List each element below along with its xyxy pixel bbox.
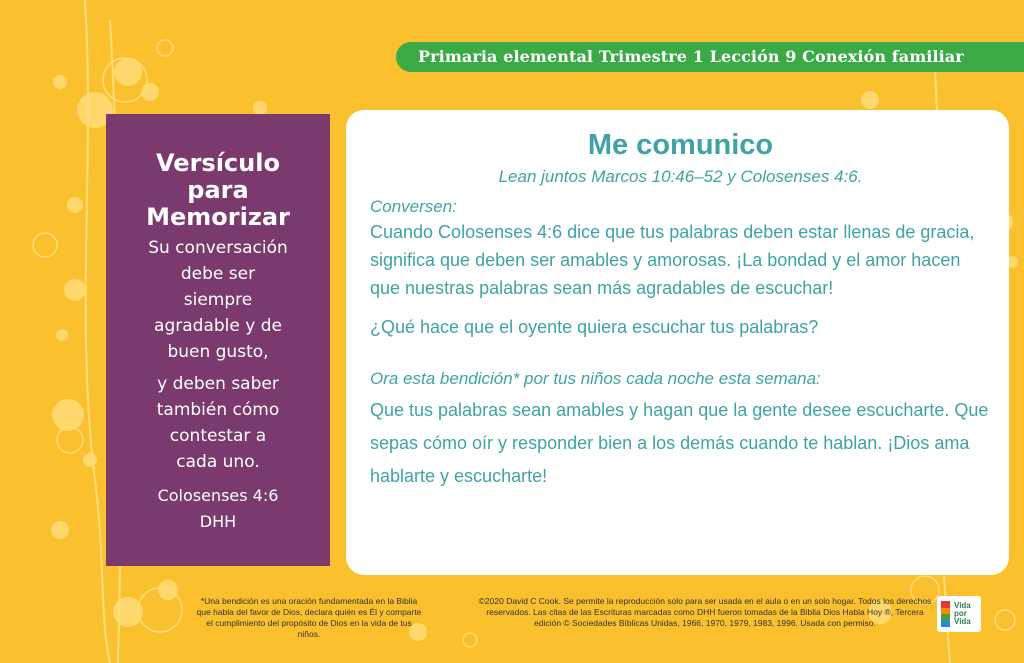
blessing-footnote: *Una bendición es una oración fundamentada en la Biblia que habla del favor de Dios, declara quién es Él y comparte el cumplimiento del propósito de Dios en la vida de tus niños. (196, 596, 422, 639)
memory-verse-panel (106, 114, 330, 566)
copyright-notice: ©2020 David C Cook. Se permite la reproducción solo para ser usada en el aula o en un solo hogar. Todos los derechos reservados. Las citas de las Escrituras marcadas como DHH fueron tomadas de la Biblia Dios Habla Hoy ®, Tercera edición © Sociedades Bíblicas Unidas, 1966, 1970, 1979, 1983, 1996. Usada con permiso. (478, 596, 932, 628)
logo-stripes-icon (941, 601, 950, 627)
card-title: Me comunico (587, 129, 774, 161)
memory-verse-title: Versículo para Memorizar (146, 149, 290, 231)
card-subtitle: Lean juntos Marcos 10:46–52 y Colosenses 4:6. (498, 167, 863, 186)
logo-text: Vida por Vida (954, 601, 971, 626)
vida-por-vida-logo (937, 596, 981, 632)
memory-verse-reference: Colosenses 4:6 DHH (157, 486, 279, 531)
blessing-label: Ora esta bendición* por tus niños cada noche esta semana: (370, 369, 821, 388)
memory-verse-text-part2: y deben saber también cómo contestar a cada uno. (156, 374, 280, 472)
conversen-label: Conversen: (370, 197, 457, 216)
memory-verse-text-part1: Su conversación debe ser siempre agradable y de buen gusto, (148, 238, 288, 362)
blessing-text: Que tus palabras sean amables y hagan que la gente desee escucharte. Que sepas cómo oír y responder bien a los demás cuando te hablan. ¡Dios ama hablarte y escucharte! (370, 400, 989, 486)
lesson-banner: Primaria elemental Trimestre 1 Lección 9 Conexión familiar (396, 42, 1024, 72)
discussion-paragraph: Cuando Colosenses 4:6 dice que tus palabras deben estar llenas de gracia, significa que deben ser amables y amorosas. ¡La bondad y el amor hacen que nuestras palabras sean más agradables de escuchar! (370, 222, 975, 298)
activity-card (346, 110, 1009, 575)
discussion-question: ¿Qué hace que el oyente quiera escuchar tus palabras? (370, 317, 819, 337)
